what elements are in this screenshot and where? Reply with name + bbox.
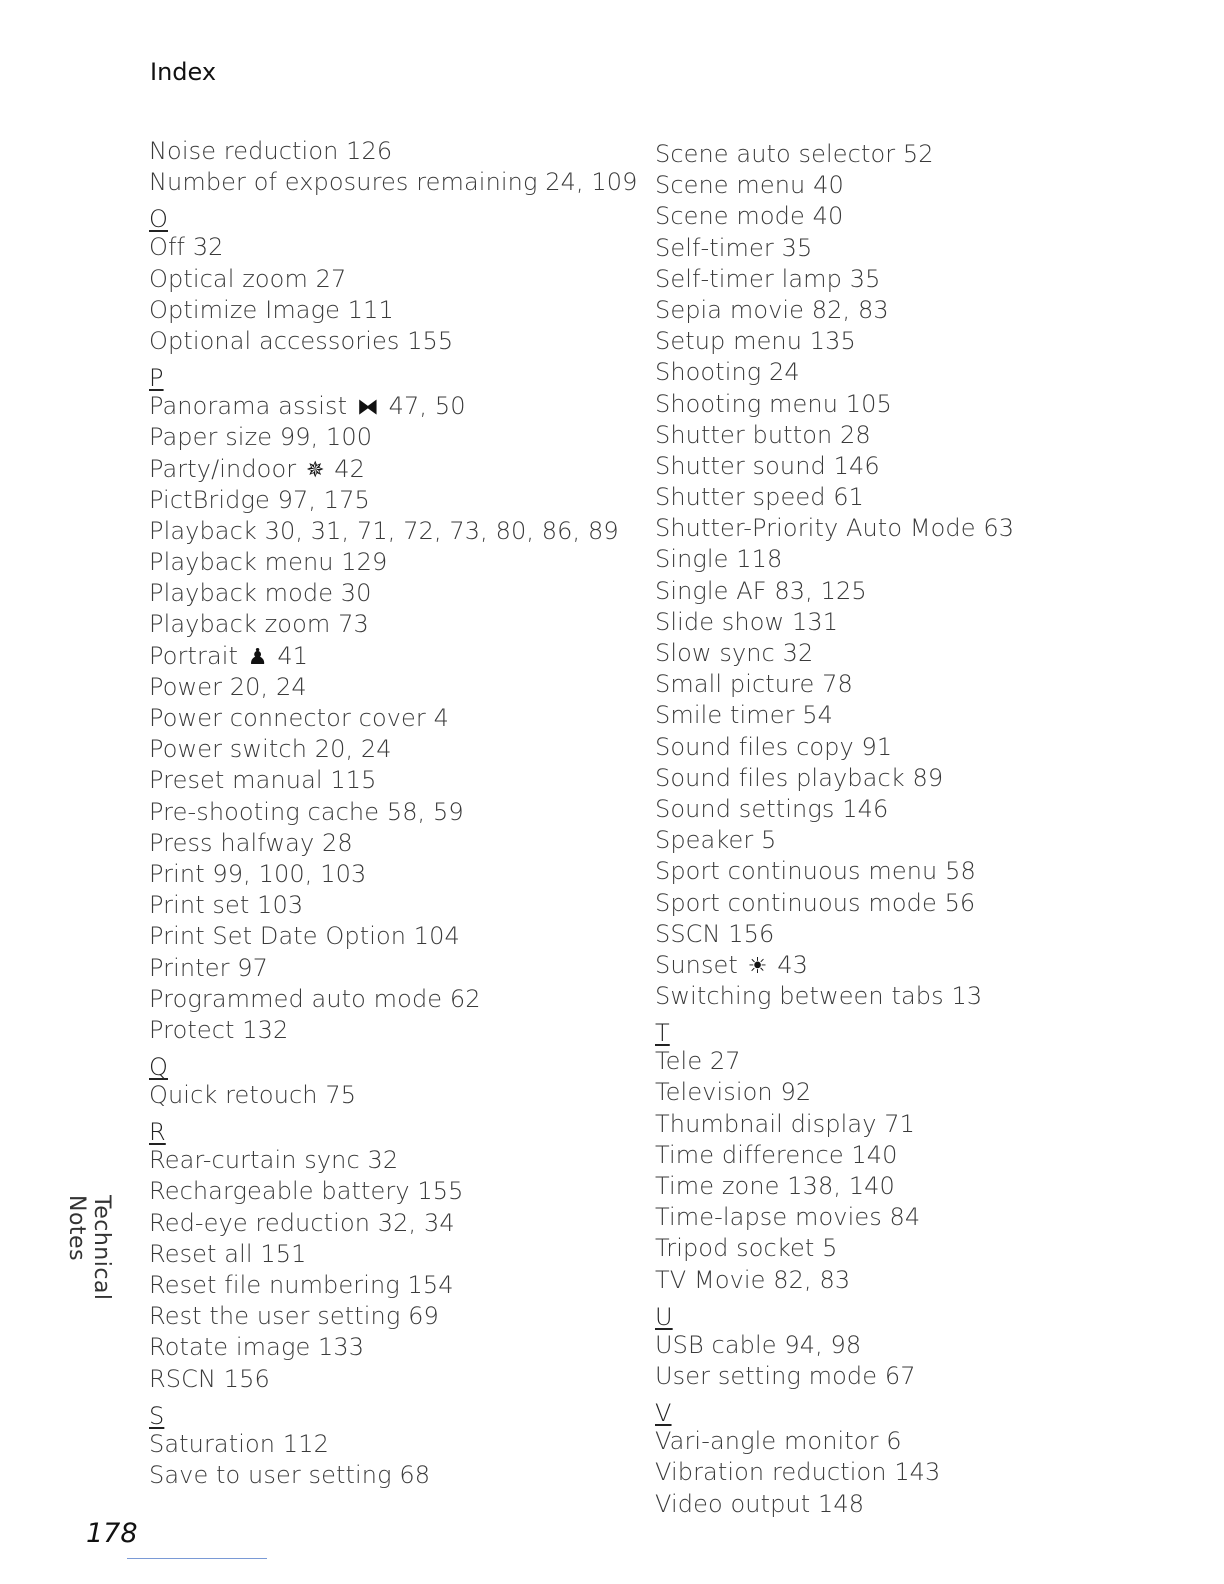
page-number: 178 xyxy=(86,1518,138,1549)
index-letter-heading: P xyxy=(149,364,164,393)
index-entry[interactable]: Vibration reduction 143 xyxy=(655,1458,941,1487)
index-entry[interactable]: SSCN 156 xyxy=(655,919,775,948)
footer-rule xyxy=(127,1558,267,1559)
index-entry[interactable] xyxy=(149,641,638,672)
index-letter-heading: O xyxy=(149,205,168,234)
index-entry-pages: 43 xyxy=(777,950,808,979)
index-entry[interactable]: Switching between tabs 13 xyxy=(655,982,983,1011)
index-entry[interactable]: Video output 148 xyxy=(655,1489,865,1518)
index-entry[interactable]: Scene mode 40 xyxy=(655,202,844,231)
index-entry[interactable]: Self-timer lamp 35 xyxy=(655,264,881,293)
index-entry[interactable]: Shutter sound 146 xyxy=(655,451,880,480)
index-entry[interactable]: Playback zoom 73 xyxy=(149,610,369,639)
index-entry[interactable]: Speaker 5 xyxy=(655,826,777,855)
panorama-assist-icon: ⧓ xyxy=(356,395,379,421)
index-letter-heading: Q xyxy=(149,1053,168,1082)
page-title: Index xyxy=(150,58,217,86)
index-entry[interactable]: Slow sync 32 xyxy=(655,639,814,667)
index-entry[interactable]: PictBridge 97, 175 xyxy=(149,485,370,514)
index-entry[interactable]: Vari-angle monitor 6 xyxy=(655,1427,902,1456)
index-letter-heading: S xyxy=(149,1401,165,1430)
index-entry[interactable]: Scene auto selector 52 xyxy=(655,140,934,168)
index-column-right xyxy=(655,139,1014,1520)
index-entry[interactable]: Print Set Date Option 104 xyxy=(149,922,460,951)
index-entry[interactable]: TV Movie 82, 83 xyxy=(655,1265,851,1294)
party-indoor-icon: ✵ xyxy=(305,457,325,483)
index-entry[interactable]: Tripod socket 5 xyxy=(655,1234,838,1263)
portrait-icon: ♟ xyxy=(247,644,268,670)
index-entry[interactable]: Programmed auto mode 62 xyxy=(149,984,481,1013)
index-entry[interactable]: Printer 97 xyxy=(149,953,269,982)
index-entry[interactable]: Sport continuous mode 56 xyxy=(655,888,976,917)
index-letter-heading: V xyxy=(655,1399,672,1428)
index-entry[interactable]: Print 99, 100, 103 xyxy=(149,859,367,888)
index-entry[interactable]: Time zone 138, 140 xyxy=(655,1172,895,1200)
index-entry-term: Portrait xyxy=(149,641,239,670)
index-entry[interactable]: Sepia movie 82, 83 xyxy=(655,295,889,324)
index-entry[interactable]: Television 92 xyxy=(655,1078,812,1107)
index-entry-term: Sunset xyxy=(655,950,738,979)
sunset-icon: ☀ xyxy=(747,953,768,979)
index-entry-pages: 42 xyxy=(334,454,365,483)
index-entry[interactable]: User setting mode 67 xyxy=(655,1361,916,1390)
index-entry[interactable]: Time-lapse movies 84 xyxy=(655,1203,921,1232)
index-entry[interactable]: Shooting 24 xyxy=(655,358,800,387)
index-entry[interactable]: Off 32 xyxy=(149,233,224,262)
index-entry[interactable]: Print set 103 xyxy=(149,891,304,920)
index-entry[interactable]: Sport continuous menu 58 xyxy=(655,857,976,886)
index-column-left xyxy=(149,136,638,1491)
index-entry[interactable]: Rechargeable battery 155 xyxy=(149,1177,464,1206)
index-entry[interactable]: Sound files copy 91 xyxy=(655,732,893,761)
index-letter-heading: U xyxy=(655,1302,673,1331)
index-entry[interactable]: Reset file numbering 154 xyxy=(149,1271,454,1299)
section-side-tab: Technical Notes xyxy=(64,1195,114,1301)
index-entry[interactable]: Reset all 151 xyxy=(149,1239,307,1268)
index-entry[interactable] xyxy=(149,454,638,485)
index-letter-heading: T xyxy=(655,1019,670,1048)
index-entry[interactable]: Setup menu 135 xyxy=(655,327,856,356)
index-entry[interactable]: Single AF 83, 125 xyxy=(655,576,867,605)
index-entry[interactable]: Tele 27 xyxy=(655,1047,741,1076)
index-entry[interactable]: Quick retouch 75 xyxy=(149,1081,357,1110)
index-entry[interactable]: Pre-shooting cache 58, 59 xyxy=(149,797,464,826)
index-entry[interactable]: Self-timer 35 xyxy=(655,233,813,262)
index-entry[interactable]: USB cable 94, 98 xyxy=(655,1330,862,1359)
index-entry[interactable]: Rear-curtain sync 32 xyxy=(149,1146,399,1175)
index-entry[interactable]: RSCN 156 xyxy=(149,1364,270,1393)
index-entry[interactable]: Press halfway 28 xyxy=(149,828,353,857)
index-entry[interactable]: Saturation 112 xyxy=(149,1429,329,1458)
index-entry[interactable]: Sound settings 146 xyxy=(655,794,889,823)
index-entry[interactable] xyxy=(655,950,1014,981)
index-entry[interactable]: Rotate image 133 xyxy=(149,1333,365,1362)
index-entry[interactable]: Time difference 140 xyxy=(655,1140,898,1169)
index-entry-term: Party/indoor xyxy=(149,454,297,483)
index-entry[interactable]: Thumbnail display 71 xyxy=(655,1109,915,1138)
index-entry[interactable]: Protect 132 xyxy=(149,1015,289,1044)
index-entry[interactable]: Shutter speed 61 xyxy=(655,483,865,512)
index-entry[interactable]: Noise reduction 126 xyxy=(149,137,393,165)
index-entry[interactable]: Smile timer 54 xyxy=(655,701,834,730)
index-entry-pages: 47, 50 xyxy=(388,392,466,421)
index-entry[interactable]: Optional accessories 155 xyxy=(149,326,454,355)
index-entry[interactable]: Paper size 99, 100 xyxy=(149,423,373,452)
index-letter-heading: R xyxy=(149,1118,166,1147)
index-entry[interactable]: Small picture 78 xyxy=(655,670,853,699)
index-entry[interactable]: Power 20, 24 xyxy=(149,672,307,701)
index-entry[interactable]: Slide show 131 xyxy=(655,607,839,636)
index-entry[interactable]: Playback 30, 31, 71, 72, 73, 80, 86, 89 xyxy=(149,516,619,545)
index-entry[interactable]: Power connector cover 4 xyxy=(149,704,449,732)
index-entry[interactable]: Playback menu 129 xyxy=(149,548,388,577)
index-entry[interactable]: Preset manual 115 xyxy=(149,766,377,795)
index-entry-pages: 41 xyxy=(277,641,309,670)
index-entry-term: Panorama assist xyxy=(149,392,348,421)
index-entry[interactable]: Playback mode 30 xyxy=(149,579,372,608)
index-entry[interactable]: Save to user setting 68 xyxy=(149,1460,431,1489)
index-entry[interactable]: Shooting menu 105 xyxy=(655,389,892,418)
index-entry[interactable]: Number of exposures remaining 24, 109 xyxy=(149,168,638,197)
index-entry[interactable]: Optimize Image 111 xyxy=(149,295,394,324)
index-entry[interactable]: Rest the user setting 69 xyxy=(149,1302,439,1331)
index-entry[interactable] xyxy=(149,391,638,422)
index-entry[interactable]: Scene menu 40 xyxy=(655,171,844,200)
index-entry[interactable]: Shutter button 28 xyxy=(655,420,871,449)
index-entry[interactable]: Red-eye reduction 32, 34 xyxy=(149,1208,455,1237)
index-entry[interactable]: Power switch 20, 24 xyxy=(149,735,392,764)
index-entry[interactable]: Sound files playback 89 xyxy=(655,763,944,792)
index-entry[interactable]: Shutter-Priority Auto Mode 63 xyxy=(655,514,1015,543)
index-entry[interactable]: Optical zoom 27 xyxy=(149,264,347,293)
index-entry[interactable]: Single 118 xyxy=(655,545,783,574)
